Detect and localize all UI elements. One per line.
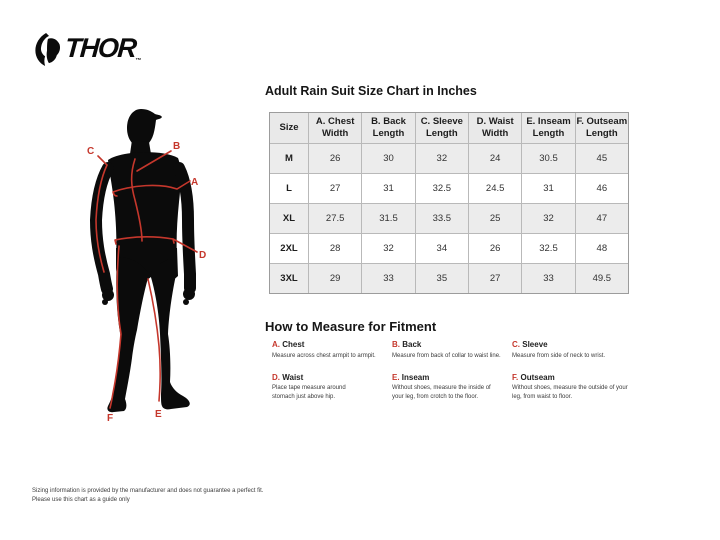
measure-item-inseam-label: E. Inseam — [392, 372, 430, 382]
label-e-inseam: E — [155, 409, 162, 420]
measure-item-waist — [272, 373, 392, 403]
measure-item-sleeve-label: C. Sleeve — [512, 340, 548, 349]
trademark-symbol: ™ — [135, 58, 142, 64]
row-3xl-chest: 29 — [309, 264, 361, 293]
row-m-outseam: 45 — [576, 144, 628, 173]
row-m-waist: 24 — [469, 144, 521, 173]
thor-logo — [34, 33, 142, 66]
column-header-waist: D. Waist Width — [469, 113, 521, 143]
measure-guide-title: How to Measure for Fitment — [265, 319, 437, 334]
measure-item-inseam — [392, 373, 512, 403]
row-xl-inseam: 32 — [522, 204, 574, 233]
row-xl-chest: 27.5 — [309, 204, 361, 233]
row-m-chest: 26 — [309, 144, 361, 173]
row-3xl-inseam: 33 — [522, 264, 574, 293]
row-3xl-sleeve: 35 — [416, 264, 468, 293]
measure-item-back-label: B. Back — [392, 340, 422, 349]
row-3xl-waist: 27 — [469, 264, 521, 293]
column-header-back: B. Back Length — [362, 113, 414, 143]
disclaimer-line2: Please use this chart as a guide only — [32, 497, 130, 503]
label-f-outseam: F — [107, 413, 114, 424]
row-m-back: 30 — [362, 144, 414, 173]
row-2xl-sleeve: 34 — [416, 234, 468, 263]
column-header-inseam: E. Inseam Length — [522, 113, 574, 143]
body-silhouette-illustration — [60, 88, 250, 433]
size-chart-table — [269, 112, 629, 294]
measure-item-chest-label: A. Chest — [272, 340, 305, 349]
measure-item-sleeve — [512, 340, 657, 361]
row-3xl-back: 33 — [362, 264, 414, 293]
row-2xl-chest: 28 — [309, 234, 361, 263]
measure-item-waist-description: Place tape measure around stomach just above hip. — [272, 385, 346, 400]
measure-item-outseam — [512, 373, 657, 403]
column-header-size: Size — [270, 113, 308, 143]
measure-item-waist-label: D. Waist — [272, 372, 304, 382]
label-c-sleeve: C — [87, 146, 95, 157]
row-2xl-outseam: 48 — [576, 234, 628, 263]
measurement-figure — [60, 88, 250, 433]
measure-item-chest-description: Measure across chest armpit to armpit. — [272, 352, 376, 359]
measure-item-outseam-label: F. Outseam — [512, 372, 555, 382]
row-m-sleeve: 32 — [416, 144, 468, 173]
measure-item-back-description: Measure from back of collar to waist line. — [392, 352, 501, 359]
measure-item-outseam-description: Without shoes, measure the outside of your leg, from waist to floor. — [512, 385, 628, 400]
row-l-size: L — [270, 174, 308, 203]
row-l-outseam: 46 — [576, 174, 628, 203]
row-2xl-back: 32 — [362, 234, 414, 263]
measure-item-chest — [272, 340, 392, 361]
row-2xl-size: 2XL — [270, 234, 308, 263]
row-3xl-size: 3XL — [270, 264, 308, 293]
row-l-back: 31 — [362, 174, 414, 203]
disclaimer — [32, 487, 263, 505]
row-xl-size: XL — [270, 204, 308, 233]
body-silhouette — [96, 109, 195, 412]
logo-wordmark: THOR — [63, 33, 137, 63]
row-xl-waist: 25 — [469, 204, 521, 233]
column-header-sleeve: C. Sleeve Length — [416, 113, 468, 143]
measure-item-back — [392, 340, 512, 361]
row-l-inseam: 31 — [522, 174, 574, 203]
row-m-inseam: 30.5 — [522, 144, 574, 173]
row-xl-outseam: 47 — [576, 204, 628, 233]
column-header-chest: A. Chest Width — [309, 113, 361, 143]
row-xl-back: 31.5 — [362, 204, 414, 233]
row-l-sleeve: 32.5 — [416, 174, 468, 203]
disclaimer-line1: Sizing information is provided by the manufacturer and does not guarantee a perfect fit. — [32, 488, 264, 494]
column-header-outseam: F. Outseam Length — [576, 113, 628, 143]
row-m-size: M — [270, 144, 308, 173]
size-chart-title: Adult Rain Suit Size Chart in Inches — [265, 84, 477, 98]
measure-item-sleeve-description: Measure from side of neck to wrist. — [512, 352, 606, 359]
row-l-chest: 27 — [309, 174, 361, 203]
row-2xl-waist: 26 — [469, 234, 521, 263]
row-xl-sleeve: 33.5 — [416, 204, 468, 233]
label-b-back: B — [173, 141, 181, 152]
thor-goat-icon — [34, 33, 62, 66]
measure-guide — [272, 340, 667, 402]
row-l-waist: 24.5 — [469, 174, 521, 203]
label-d-waist: D — [199, 250, 207, 261]
label-a-chest: A — [191, 177, 199, 188]
row-2xl-inseam: 32.5 — [522, 234, 574, 263]
measure-item-inseam-description: Without shoes, measure the inside of your leg, from crotch to the floor. — [392, 385, 491, 400]
row-3xl-outseam: 49.5 — [576, 264, 628, 293]
